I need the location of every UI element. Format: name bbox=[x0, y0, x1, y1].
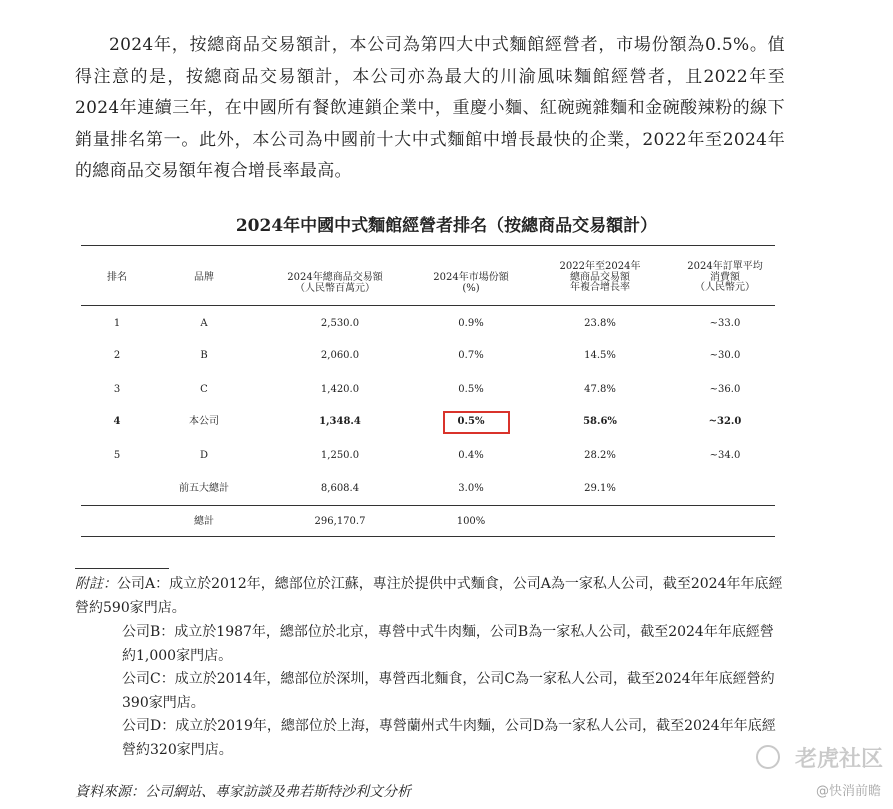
row-3-cagr: 47.8% bbox=[584, 384, 616, 395]
total-top-rule bbox=[81, 505, 775, 506]
row-top5-share: 3.0% bbox=[458, 483, 484, 494]
row-total-share: 100% bbox=[456, 516, 486, 527]
row-5-brand: D bbox=[199, 450, 209, 461]
header-share: 2024年市場份額 (%) bbox=[433, 272, 509, 294]
row-1-brand: A bbox=[200, 318, 208, 329]
row-1-rank: 1 bbox=[113, 318, 121, 329]
header-bottom-rule bbox=[81, 305, 775, 306]
row-1-spend: ~33.0 bbox=[709, 318, 741, 329]
table-top-rule bbox=[81, 245, 775, 246]
row-5-rank: 5 bbox=[113, 450, 121, 461]
row-total-brand: 總計 bbox=[194, 516, 214, 527]
row-3-spend: ~36.0 bbox=[709, 384, 741, 395]
row-2-cagr: 14.5% bbox=[584, 350, 616, 361]
row-total-gmv: 296,170.7 bbox=[314, 516, 366, 527]
row-3-gmv: 1,420.0 bbox=[320, 384, 360, 395]
row-5-share: 0.4% bbox=[458, 450, 484, 461]
watermark-logo-icon bbox=[756, 745, 780, 769]
row-5-cagr: 28.2% bbox=[584, 450, 616, 461]
row-4-cagr: 58.6% bbox=[583, 416, 617, 427]
row-1-cagr: 23.8% bbox=[584, 318, 616, 329]
row-2-brand: B bbox=[200, 350, 208, 361]
row-1-gmv: 2,530.0 bbox=[320, 318, 360, 329]
row-4-spend: ~32.0 bbox=[708, 416, 742, 427]
row-2-gmv: 2,060.0 bbox=[320, 350, 360, 361]
header-rank: 排名 bbox=[107, 272, 127, 283]
row-2-rank: 2 bbox=[113, 350, 121, 361]
row-3-brand: C bbox=[200, 384, 208, 395]
row-top5-brand: 前五大總計 bbox=[179, 483, 229, 494]
table-bottom-rule bbox=[81, 536, 775, 537]
header-gmv: 2024年總商品交易額 （人民幣百萬元） bbox=[287, 272, 383, 294]
header-brand: 品牌 bbox=[194, 272, 214, 283]
row-1-share: 0.9% bbox=[458, 318, 484, 329]
row-4-brand: 本公司 bbox=[189, 416, 219, 427]
note-a bbox=[75, 572, 785, 620]
row-top5-gmv: 8,608.4 bbox=[320, 483, 360, 494]
intro-paragraph: 2024年，按總商品交易額計，本公司為第四大中式麵館經營者，市場份額為0.5%。值得注意的是，按總商品交易額計，本公司亦為最大的川渝風味麵館經營者，且2022年至2024年連續三年，在中國所有餐飲連鎖企業中，重慶小麵、紅碗豌雜麵和金碗酸辣粉的線下銷量排名第一。此外，本公司為中國前十大中式麵館中增長最快的企業，2022年至2024年的總商品交易額年複合增長率最高。 bbox=[75, 35, 785, 181]
header-avg-spend: 2024年訂單平均 消費額 （人民幣元） bbox=[687, 261, 763, 293]
note-a-text: 公司A：成立於2012年，總部位於江蘇，專注於提供中式麵食，公司A為一家私人公司，截至2024年年底經營約590家門店。 bbox=[75, 576, 783, 616]
note-c: 公司C：成立於2014年，總部位於深圳，專營西北麵食，公司C為一家私人公司，截至2024年年底經營約390家門店。 bbox=[122, 671, 775, 711]
row-5-spend: ~34.0 bbox=[709, 450, 741, 461]
header-cagr: 2022年至2024年 總商品交易額 年複合增長率 bbox=[559, 261, 641, 293]
row-5-gmv: 1,250.0 bbox=[320, 450, 360, 461]
note-b: 公司B：成立於1987年，總部位於北京，專營中式牛肉麵，公司B為一家私人公司，截至2024年年底經營約1,000家門店。 bbox=[122, 624, 774, 664]
row-3-share: 0.5% bbox=[458, 384, 484, 395]
table-title: 2024年中國中式麵館經營者排名（按總商品交易額計） bbox=[235, 216, 658, 236]
highlight-box bbox=[443, 411, 510, 434]
notes-label: 附註： bbox=[75, 576, 117, 592]
watermark-brand: 老虎社区 bbox=[794, 747, 883, 772]
row-top5-cagr: 29.1% bbox=[584, 483, 616, 494]
notes-rule bbox=[75, 568, 169, 569]
watermark-sub: @快消前瞻 bbox=[815, 784, 881, 799]
row-4-share: 0.5% bbox=[457, 416, 485, 427]
row-3-rank: 3 bbox=[113, 384, 121, 395]
row-2-share: 0.7% bbox=[458, 350, 484, 361]
row-4-rank: 4 bbox=[113, 416, 121, 427]
row-4-gmv: 1,348.4 bbox=[319, 416, 361, 427]
source-note: 資料來源：公司網站、專家訪談及弗若斯特沙利文分析 bbox=[75, 784, 411, 800]
row-2-spend: ~30.0 bbox=[709, 350, 741, 361]
note-d: 公司D：成立於2019年，總部位於上海，專營蘭州式牛肉麵，公司D為一家私人公司，截至2024年年底經營約320家門店。 bbox=[122, 718, 776, 758]
